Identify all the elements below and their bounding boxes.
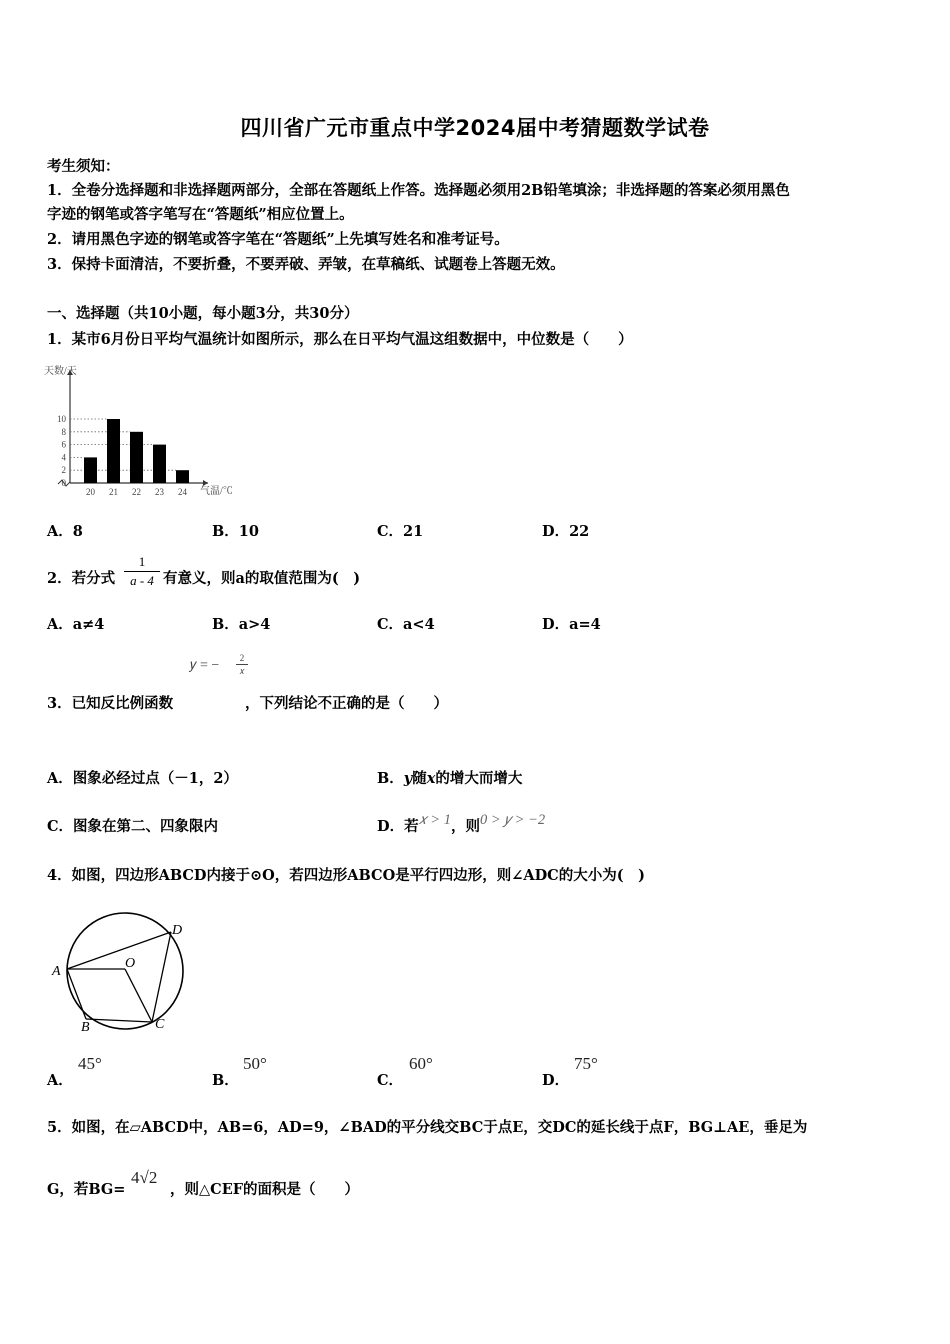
- q4-segment-ad: [67, 932, 171, 969]
- q4-option-a-value: 45°: [78, 1054, 102, 1073]
- q3-option-a[interactable]: A．图象必经过点（－1，2）: [47, 770, 238, 787]
- q1-option-c[interactable]: C．21: [377, 523, 424, 540]
- notice-heading: 考生须知：: [47, 158, 120, 175]
- q3-formula-denominator: 𝑥: [239, 666, 245, 676]
- q2-option-d[interactable]: D．a=4: [542, 616, 601, 633]
- q4-option-d-value: 75°: [574, 1054, 598, 1073]
- q3-stem-a: 3．已知反比例函数: [47, 695, 174, 712]
- q3-option-b-x: x: [426, 770, 436, 787]
- q3-option-d-mid: ，则: [450, 818, 480, 835]
- chart-x-tick-label: 21: [109, 487, 118, 497]
- q2-fraction-numerator: 1: [138, 554, 146, 569]
- q4-option-c-value: 60°: [409, 1054, 433, 1073]
- q3-option-b-post: 的增大而增大: [435, 770, 523, 787]
- q1-option-d[interactable]: D．22: [542, 523, 590, 540]
- q1-stem: 1．某市6月份日平均气温统计如图所示，那么在日平均气温这组数据中，中位数是（ ）: [47, 331, 633, 348]
- q2-option-b[interactable]: B．a>4: [212, 616, 271, 633]
- q1-bar-chart: [40, 360, 245, 502]
- q4-label-c: C: [155, 1017, 165, 1032]
- q2-fraction-denominator: a - 4: [130, 573, 154, 588]
- q2-option-a[interactable]: A．a≠4: [47, 616, 105, 633]
- q2-stem-a: 2．若分式: [47, 570, 116, 587]
- chart-bar: [130, 432, 143, 483]
- q4-option-a-letter[interactable]: A．: [47, 1072, 73, 1089]
- chart-y-tick-label: 8: [61, 426, 66, 437]
- notice-line-1a: 1．全卷分选择题和非选择题两部分，全部在答题纸上作答。选择题必须用2B铅笔填涂；非选择题的答案必须用黑色: [47, 182, 790, 199]
- q3-option-b-prefix: B．: [377, 770, 404, 787]
- chart-x-tick-label: 20: [86, 487, 95, 497]
- chart-y-tick-label: 4: [61, 452, 66, 463]
- q3-formula-numerator: 2: [239, 653, 245, 663]
- q4-circle-figure: [45, 905, 195, 1035]
- q3-stem-b: ，下列结论不正确的是（ ）: [245, 695, 448, 712]
- q4-segment-cd: [152, 932, 171, 1022]
- section-heading: 一、选择题（共10小题，每小题3分，共30分）: [47, 305, 359, 322]
- q4-option-d-letter[interactable]: D．: [542, 1072, 570, 1089]
- q3-option-d[interactable]: [377, 812, 546, 836]
- q4-label-a: A: [52, 964, 61, 979]
- q3-option-c[interactable]: C．图象在第二、四象限内: [47, 818, 219, 835]
- chart-bar: [84, 457, 97, 483]
- chart-y-tick-label: 2: [61, 465, 66, 476]
- q2-stem-b: 有意义，则a的取值范围为( ): [163, 570, 361, 587]
- q4-segment-oc: [125, 969, 152, 1022]
- q5-line-2a: G，若BG=: [47, 1181, 126, 1198]
- chart-x-tick-label: 24: [178, 487, 187, 497]
- q4-label-b: B: [81, 1020, 90, 1035]
- chart-x-tick-label: 22: [132, 487, 141, 497]
- chart-x-tick-label: 23: [155, 487, 164, 497]
- q5-line-1: 5．如图，在▱ABCD中，AB=6，AD=9，∠BAD的平分线交BC于点E，交DC的延长线于点F，BG⊥AE，垂足为: [47, 1119, 808, 1136]
- page-title: 四川省广元市重点中学2024届中考猜题数学试卷: [240, 116, 710, 140]
- chart-y-tick-label: 0: [61, 478, 66, 488]
- chart-y-axis-label: 天数/天: [44, 366, 77, 377]
- notice-line-1b: 字迹的钢笔或答字笔写在“答题纸”相应位置上。: [47, 206, 354, 223]
- chart-bar: [153, 445, 166, 483]
- q4-label-o: O: [125, 956, 136, 971]
- chart-bar: [176, 470, 189, 483]
- notice-line-3: 3．保持卡面清洁，不要折叠，不要弄破、弄皱，在草稿纸、试题卷上答题无效。: [47, 256, 565, 273]
- q3-option-d-prefix: D．若: [377, 818, 419, 835]
- q4-option-c-letter[interactable]: C．: [377, 1072, 404, 1089]
- q4-label-d: D: [172, 923, 183, 938]
- q1-option-a[interactable]: A．8: [47, 523, 83, 540]
- q3-option-d-condition: 𝑥 > 1: [418, 812, 451, 828]
- q4-circle: [67, 913, 183, 1029]
- q4-option-b-letter[interactable]: B．: [212, 1072, 239, 1089]
- chart-y-tick-label: 6: [61, 439, 66, 450]
- q5-bg-value: 4√2: [131, 1168, 158, 1187]
- chart-y-tick-label: 10: [57, 414, 66, 424]
- q4-option-b-value: 50°: [243, 1054, 267, 1073]
- q3-formula-lhs: 𝑦 = −: [190, 658, 220, 673]
- q2-option-c[interactable]: C．a<4: [377, 616, 435, 633]
- q3-option-d-result: 0 > 𝑦 > −2: [479, 812, 546, 828]
- q3-option-b[interactable]: [377, 767, 522, 788]
- q1-option-b[interactable]: B．10: [212, 523, 259, 540]
- q3-option-b-mid: 随: [412, 770, 427, 787]
- chart-bar: [107, 419, 120, 483]
- q4-segment-ab: [67, 969, 86, 1019]
- q3-option-b-y: y: [403, 770, 413, 787]
- notice-line-2: 2．请用黑色字迹的钢笔或答字笔在“答题纸”上先填写姓名和准考证号。: [47, 231, 509, 248]
- q3-formula: [190, 658, 219, 674]
- q3-formula-fraction: [236, 653, 248, 677]
- chart-x-axis-label: 气温/℃: [200, 486, 233, 497]
- q5-line-2b: ，则△CEF的面积是（ ）: [170, 1181, 360, 1198]
- q4-stem: 4．如图，四边形ABCD内接于⊙O，若四边形ABCO是平行四边形，则∠ADC的大小为( ): [47, 867, 645, 884]
- q2-fraction: [124, 554, 160, 589]
